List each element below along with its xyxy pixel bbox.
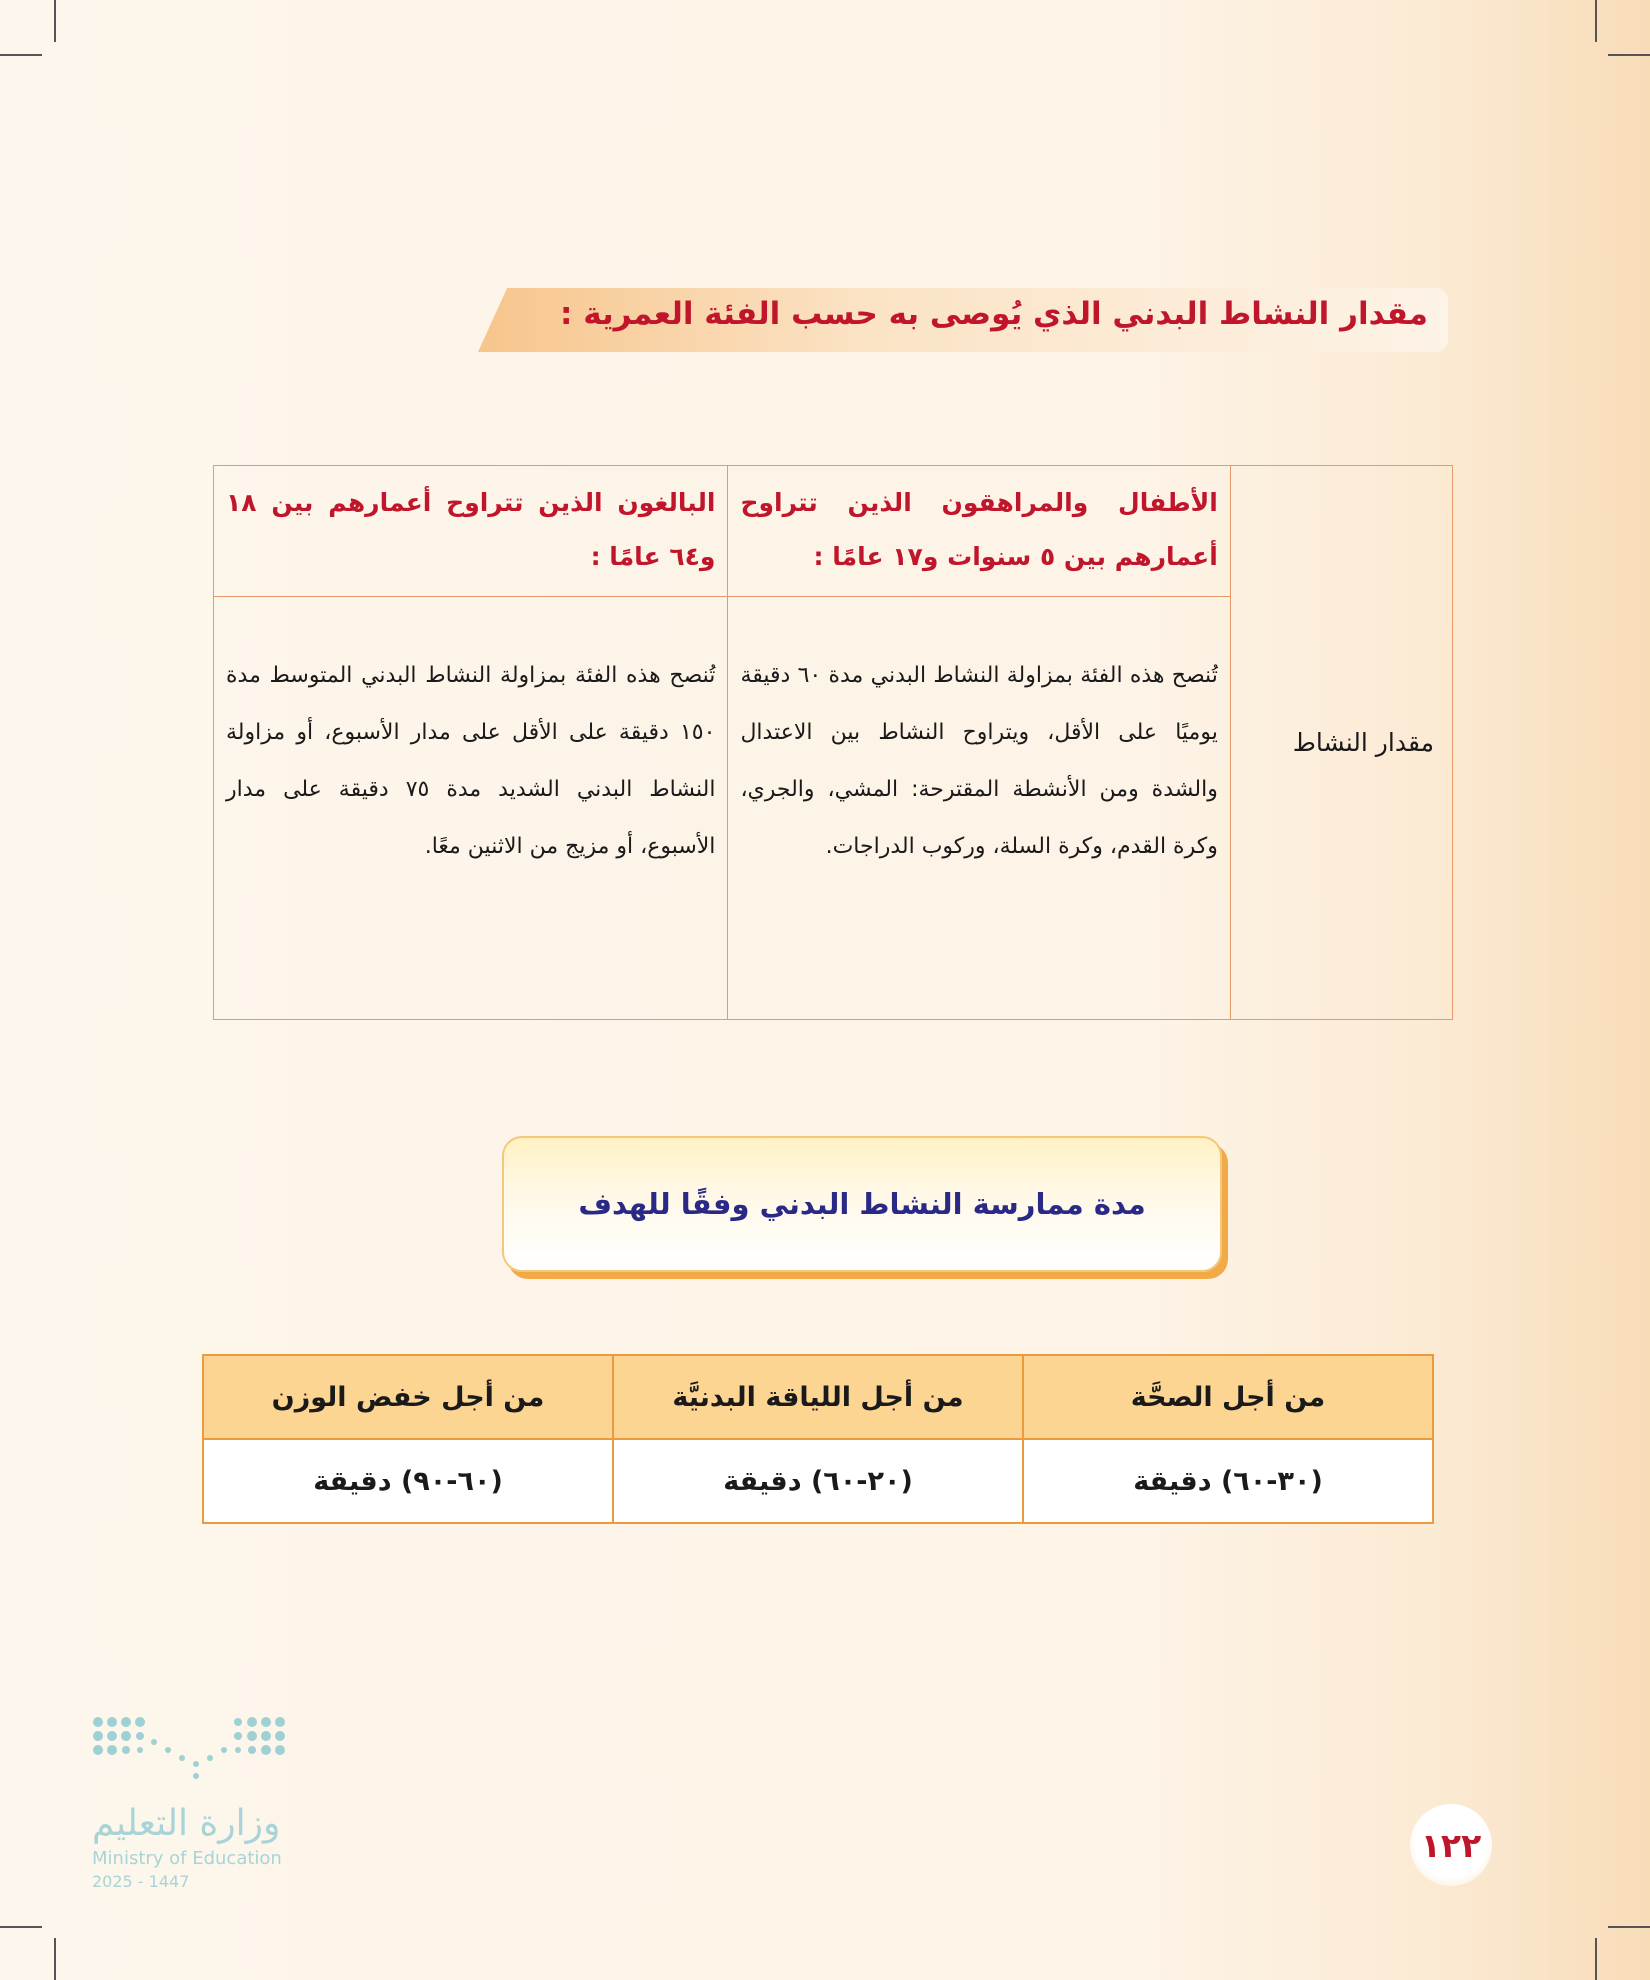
duration-table [202, 1354, 1434, 1524]
duration-value-health: (٣٠-٦٠) دقيقة [1023, 1439, 1433, 1523]
crop-mark [0, 54, 42, 56]
ministry-name-english: Ministry of Education [92, 1848, 282, 1869]
subtitle-box [502, 1136, 1222, 1272]
crop-mark [1608, 1926, 1650, 1928]
page-number: ١٢٢ [1410, 1804, 1492, 1886]
children-header: الأطفال والمراهقون الذين تتراوح أعمارهم بين ٥ سنوات و١٧ عامًا : [728, 466, 1230, 597]
activity-table [213, 465, 1453, 1020]
ministry-year: 2025 - 1447 [92, 1872, 190, 1891]
row-label: مقدار النشاط [1292, 728, 1434, 757]
crop-mark [54, 0, 56, 42]
duration-header-weight-loss: من أجل خفض الوزن [203, 1355, 613, 1439]
adults-header: البالغون الذين تتراوح أعمارهم بين ١٨ و٦٤ عامًا : [214, 466, 728, 597]
duration-value-weight-loss: (٦٠-٩٠) دقيقة [203, 1439, 613, 1523]
children-recommendation: تُنصح هذه الفئة بمزاولة النشاط البدني مدة ٦٠ دقيقة يوميًا على الأقل، ويتراوح النشاط بين الاعتدال والشدة ومن الأنشطة المقترحة: المشي، والجري، وكرة القدم، وكرة السلة، وركوب الدراجات. [728, 597, 1230, 1020]
subtitle-text: مدة ممارسة النشاط البدني وفقًا للهدف [578, 1187, 1146, 1221]
crop-mark [1595, 0, 1597, 42]
duration-value-fitness: (٢٠-٦٠) دقيقة [613, 1439, 1023, 1523]
duration-header-health: من أجل الصحَّة [1023, 1355, 1433, 1439]
adults-recommendation: تُنصح هذه الفئة بمزاولة النشاط البدني المتوسط مدة ١٥٠ دقيقة على الأقل على مدار الأسبوع، أو مزاولة النشاط البدني الشديد مدة ٧٥ دقيقة على مدار الأسبوع، أو مزيج من الاثنين معًا. [214, 597, 728, 1020]
ministry-name-arabic: وزارة التعليم [92, 1803, 281, 1844]
crop-mark [1608, 54, 1650, 56]
crop-mark [1595, 1938, 1597, 1980]
ministry-logo-icon [88, 1712, 298, 1792]
crop-mark [54, 1938, 56, 1980]
row-label-cell [1230, 466, 1452, 1020]
crop-mark [0, 1926, 42, 1928]
duration-header-fitness: من أجل اللياقة البدنيَّة [613, 1355, 1023, 1439]
section-heading: مقدار النشاط البدني الذي يُوصى به حسب الفئة العمرية : [560, 296, 1428, 332]
